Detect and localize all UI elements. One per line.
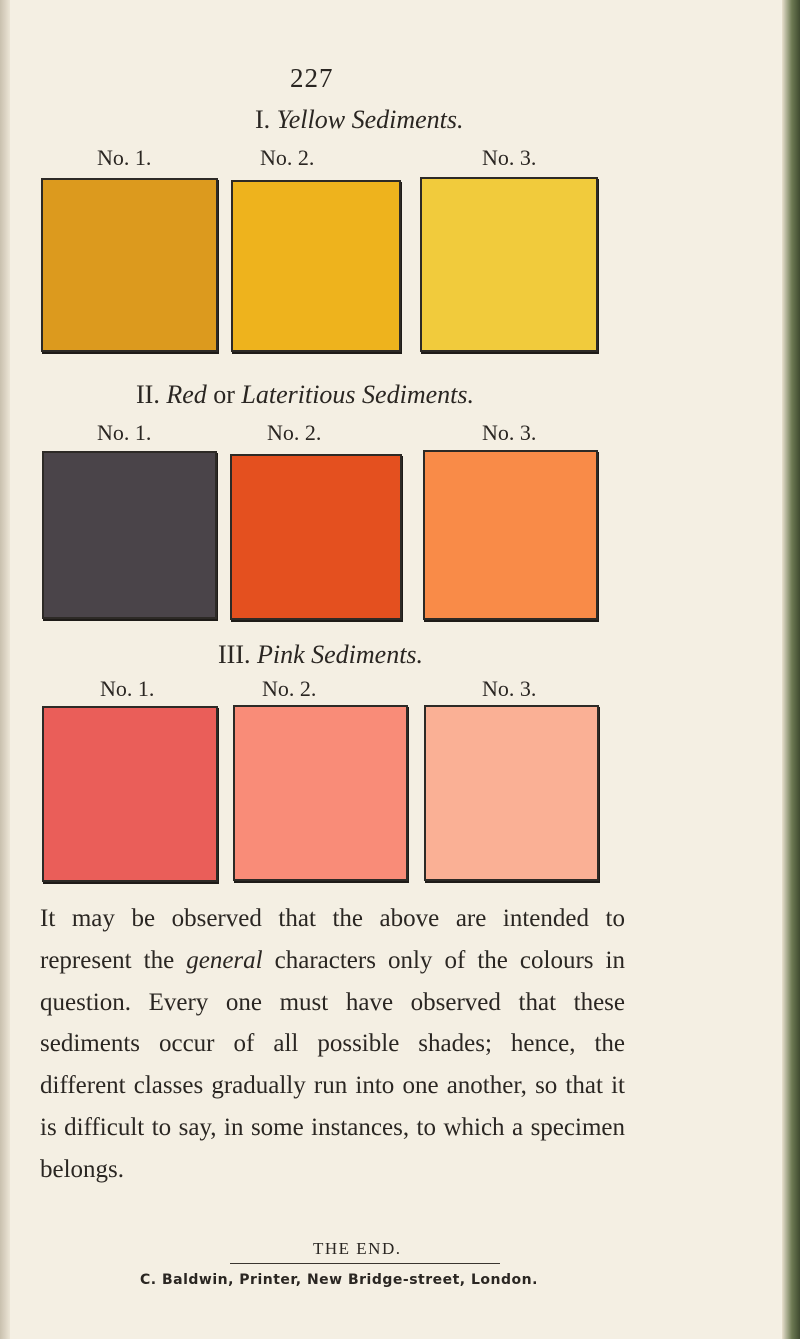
swatch-red-1 <box>42 451 217 619</box>
section-title-text-lateritious: Lateritious Sediments. <box>241 380 474 409</box>
swatch-yellow-2 <box>231 180 401 352</box>
swatch-yellow-1 <box>41 178 218 352</box>
swatch-label-yellow-2: No. 2. <box>260 145 315 170</box>
swatch-label-pink-3: No. 3. <box>482 676 537 701</box>
section-numeral: I. <box>255 105 271 134</box>
swatch-yellow-3 <box>420 177 598 352</box>
section-numeral: II. <box>136 380 160 409</box>
section-numeral: III. <box>218 640 251 669</box>
swatch-label-pink-2: No. 2. <box>262 676 317 701</box>
swatch-label-red-1: No. 1. <box>97 420 152 445</box>
section-title-text-red: Red <box>166 380 207 409</box>
section-title-pink <box>218 640 423 670</box>
swatch-pink-2 <box>233 705 408 881</box>
swatch-label-yellow-1: No. 1. <box>97 145 152 170</box>
section-title-text: Yellow Sediments. <box>276 105 464 134</box>
section-title-text-or: or <box>213 380 235 409</box>
page-edge-right <box>782 0 800 1339</box>
section-title-yellow <box>255 105 464 135</box>
section-title-text: Pink Sediments. <box>256 640 424 669</box>
the-end-heading: THE END. <box>313 1239 402 1258</box>
paragraph-text-1: It may be observed that the above are intended to represent the <box>40 905 625 974</box>
swatch-label-red-3: No. 3. <box>482 420 537 445</box>
page-edge-left <box>0 0 10 1339</box>
paragraph-text-2: characters only of the colours in question. Every one must have observed that these sediments occur of all possible shades; hence, the different classes gradually run into one another, so that it is difficult to say, in some instances, to which a specimen belongs. <box>40 946 625 1183</box>
paragraph-emphasis: general <box>186 946 263 974</box>
page-number: 227 <box>290 63 334 93</box>
printer-imprint: C. Baldwin, Printer, New Bridge-street, London. <box>140 1272 538 1288</box>
swatch-pink-1 <box>42 706 218 882</box>
swatch-pink-3 <box>424 705 599 881</box>
swatch-label-pink-1: No. 1. <box>100 676 155 701</box>
swatch-red-2 <box>230 454 402 620</box>
swatch-label-yellow-3: No. 3. <box>482 145 537 170</box>
swatch-red-3 <box>423 450 598 620</box>
swatch-label-red-2: No. 2. <box>267 420 322 445</box>
section-title-red <box>136 380 474 410</box>
closing-paragraph <box>40 898 625 1191</box>
the-end-rule <box>230 1263 500 1264</box>
